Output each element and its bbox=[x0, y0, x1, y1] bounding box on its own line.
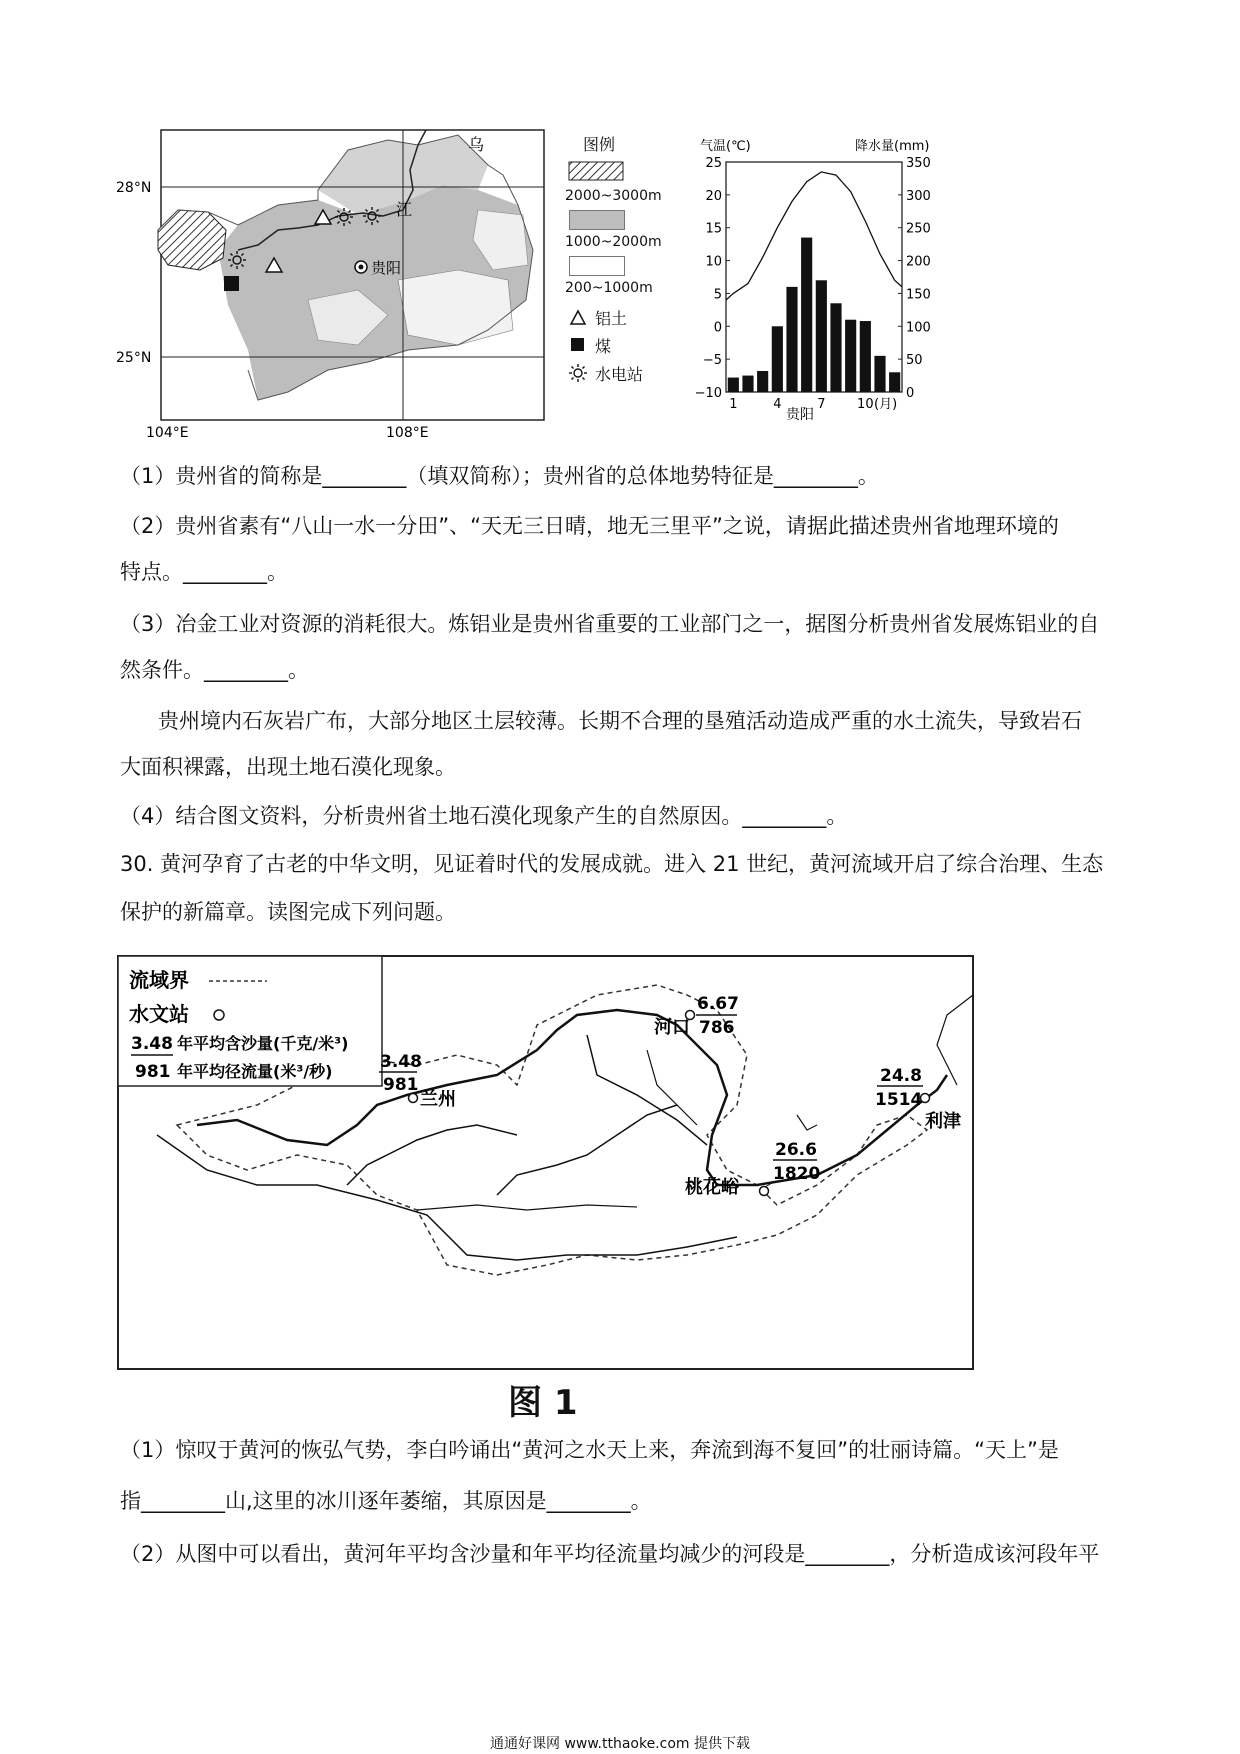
q30-part2-line1: （2）从图中可以看出，黄河年平均含沙量和年平均径流量均减少的河段是________，分析造成该河段年平 bbox=[120, 1542, 1100, 1566]
q29-passage-line2: 大面积裸露，出现土地石漠化现象。 bbox=[120, 755, 456, 779]
station-sediment: 3.48 bbox=[380, 1052, 422, 1072]
station-name: 利津 bbox=[925, 1111, 961, 1132]
sun-icon bbox=[567, 362, 589, 384]
month-tick-label: 4 bbox=[773, 397, 782, 412]
station-flow: 981 bbox=[383, 1075, 419, 1095]
lon-label-108: 108°E bbox=[386, 425, 429, 441]
station-flow: 786 bbox=[699, 1018, 735, 1038]
station-sediment: 6.67 bbox=[697, 994, 739, 1014]
legend-sample-top: 3.48 bbox=[131, 1034, 173, 1054]
legend-sample-bottom: 981 bbox=[135, 1062, 171, 1082]
chart-xlabel: (月) bbox=[874, 397, 898, 412]
month-tick-label: 7 bbox=[817, 397, 826, 412]
lowland-patch bbox=[398, 270, 513, 345]
legend-item-label: 煤 bbox=[595, 337, 612, 356]
month-tick-label: 1 bbox=[729, 397, 738, 412]
precip-tick-label: 0 bbox=[906, 386, 915, 401]
precipitation-bar bbox=[830, 303, 841, 392]
station-sediment: 26.6 bbox=[775, 1140, 817, 1160]
legend-item-label: 水电站 bbox=[595, 365, 644, 384]
precip-tick-label: 200 bbox=[906, 254, 931, 270]
temp-tick-label: 20 bbox=[705, 188, 722, 204]
legend-item-label: 1000~2000m bbox=[565, 234, 662, 250]
legend-gray-swatch bbox=[569, 210, 625, 230]
precipitation-bar bbox=[757, 371, 768, 392]
lat-label-28: 28°N bbox=[116, 180, 152, 196]
precip-tick-label: 150 bbox=[906, 287, 931, 303]
temp-tick-label: 5 bbox=[713, 287, 722, 303]
chart-ylabel-right: 降水量(mm) bbox=[855, 139, 930, 154]
temp-tick-label: −10 bbox=[694, 386, 722, 401]
chart-title: 贵阳 bbox=[786, 407, 814, 423]
legend-sample-bottom-label: 年平均径流量(米³/秒) bbox=[177, 1062, 333, 1081]
precip-tick-label: 50 bbox=[906, 353, 923, 369]
precipitation-bar bbox=[742, 376, 753, 392]
legend-item-label: 2000~3000m bbox=[565, 188, 662, 204]
figure-caption: 图 1 bbox=[508, 1383, 578, 1423]
precip-tick-label: 250 bbox=[906, 221, 931, 237]
precip-tick-label: 300 bbox=[906, 188, 931, 204]
legend-title: 图例 bbox=[583, 135, 616, 154]
q29-part2-line1: （2）贵州省素有“八山一水一分田”、“天无三日晴，地无三里平”之说，请据此描述贵州省地理环境的 bbox=[120, 514, 1059, 538]
precipitation-bar bbox=[889, 372, 900, 392]
climate-chart bbox=[690, 135, 950, 423]
q30-intro-line2: 保护的新篇章。读图完成下列问题。 bbox=[120, 900, 456, 924]
square-icon bbox=[571, 338, 584, 351]
temperature-line bbox=[726, 172, 902, 300]
river-label-wu: 乌 bbox=[468, 135, 485, 154]
precipitation-bar bbox=[860, 321, 871, 392]
river-label-jiang: 江 bbox=[396, 200, 413, 219]
precip-tick-label: 100 bbox=[906, 320, 931, 336]
station-name: 河口 bbox=[654, 1017, 690, 1038]
coal-square-icon bbox=[224, 276, 239, 291]
temp-tick-label: 0 bbox=[713, 320, 722, 336]
q29-part3-line1: （3）冶金工业对资源的消耗很大。炼铝业是贵州省重要的工业部门之一，据图分析贵州省发展炼铝业的自 bbox=[120, 612, 1100, 636]
precipitation-bar bbox=[801, 238, 812, 392]
station-icon bbox=[760, 1187, 769, 1196]
temp-tick-label: −5 bbox=[702, 353, 722, 369]
temp-tick-label: 10 bbox=[705, 254, 722, 270]
station-flow: 1514 bbox=[875, 1090, 923, 1110]
station-flow: 1820 bbox=[773, 1164, 821, 1184]
legend-item-label: 200~1000m bbox=[565, 280, 653, 296]
lat-label-25: 25°N bbox=[116, 350, 152, 366]
temp-tick-label: 25 bbox=[705, 156, 722, 171]
map1-legend bbox=[565, 132, 685, 402]
station-name: 桃花峪 bbox=[685, 1177, 739, 1198]
q29-part3-line2: 然条件。________。 bbox=[120, 658, 309, 682]
q30-part1-line1: （1）惊叹于黄河的恢弘气势，李白吟诵出“黄河之水天上来，奔流到海不复回”的壮丽诗篇。“天上”是 bbox=[120, 1438, 1059, 1462]
city-icon bbox=[355, 261, 367, 273]
guizhou-map bbox=[116, 130, 550, 445]
q29-passage-line1: 贵州境内石灰岩广布，大部分地区土层较薄。长期不合理的垦殖活动造成严重的水土流失，导致岩石 bbox=[158, 709, 1082, 733]
q29-part2-line2: 特点。________。 bbox=[120, 560, 288, 584]
precipitation-bar bbox=[772, 326, 783, 392]
precipitation-bar bbox=[874, 356, 885, 392]
chart-ylabel-left: 气温(℃) bbox=[700, 139, 751, 154]
yellow-river-map bbox=[117, 955, 977, 1375]
precipitation-bar bbox=[845, 320, 856, 392]
station-name: 兰州 bbox=[420, 1089, 456, 1110]
triangle-icon bbox=[569, 308, 589, 328]
lon-label-104: 104°E bbox=[146, 425, 189, 441]
legend-item-label: 铝土 bbox=[595, 309, 628, 328]
page-footer: 通通好课网 www.tthaoke.com 提供下载 bbox=[490, 1736, 750, 1752]
legend-station-label: 水文站 bbox=[129, 1002, 189, 1026]
month-tick-label: 10 bbox=[857, 397, 874, 412]
precipitation-bar bbox=[816, 280, 827, 392]
q29-part4: （4）结合图文资料，分析贵州省土地石漠化现象产生的自然原因。________。 bbox=[120, 804, 848, 828]
station-icon bbox=[214, 1010, 224, 1020]
q30-part1-line2: 指________山,这里的冰川逐年萎缩，其原因是________。 bbox=[120, 1489, 652, 1513]
legend-white-swatch bbox=[569, 256, 625, 276]
temp-tick-label: 15 bbox=[705, 221, 722, 237]
q29-part1: （1）贵州省的简称是________（填双简称）；贵州省的总体地势特征是________。 bbox=[120, 464, 879, 488]
precipitation-bar bbox=[728, 378, 739, 392]
precip-tick-label: 350 bbox=[906, 156, 931, 171]
legend-sample-top-label: 年平均含沙量(千克/米³) bbox=[177, 1034, 349, 1053]
city-label: 贵阳 bbox=[371, 259, 402, 277]
q30-intro-line1: 30. 黄河孕育了古老的中华文明，见证着时代的发展成就。进入 21 世纪，黄河流域开启了综合治理、生态 bbox=[120, 852, 1104, 876]
precipitation-bar bbox=[786, 287, 797, 392]
legend-boundary-label: 流域界 bbox=[129, 968, 189, 992]
station-sediment: 24.8 bbox=[880, 1066, 922, 1086]
